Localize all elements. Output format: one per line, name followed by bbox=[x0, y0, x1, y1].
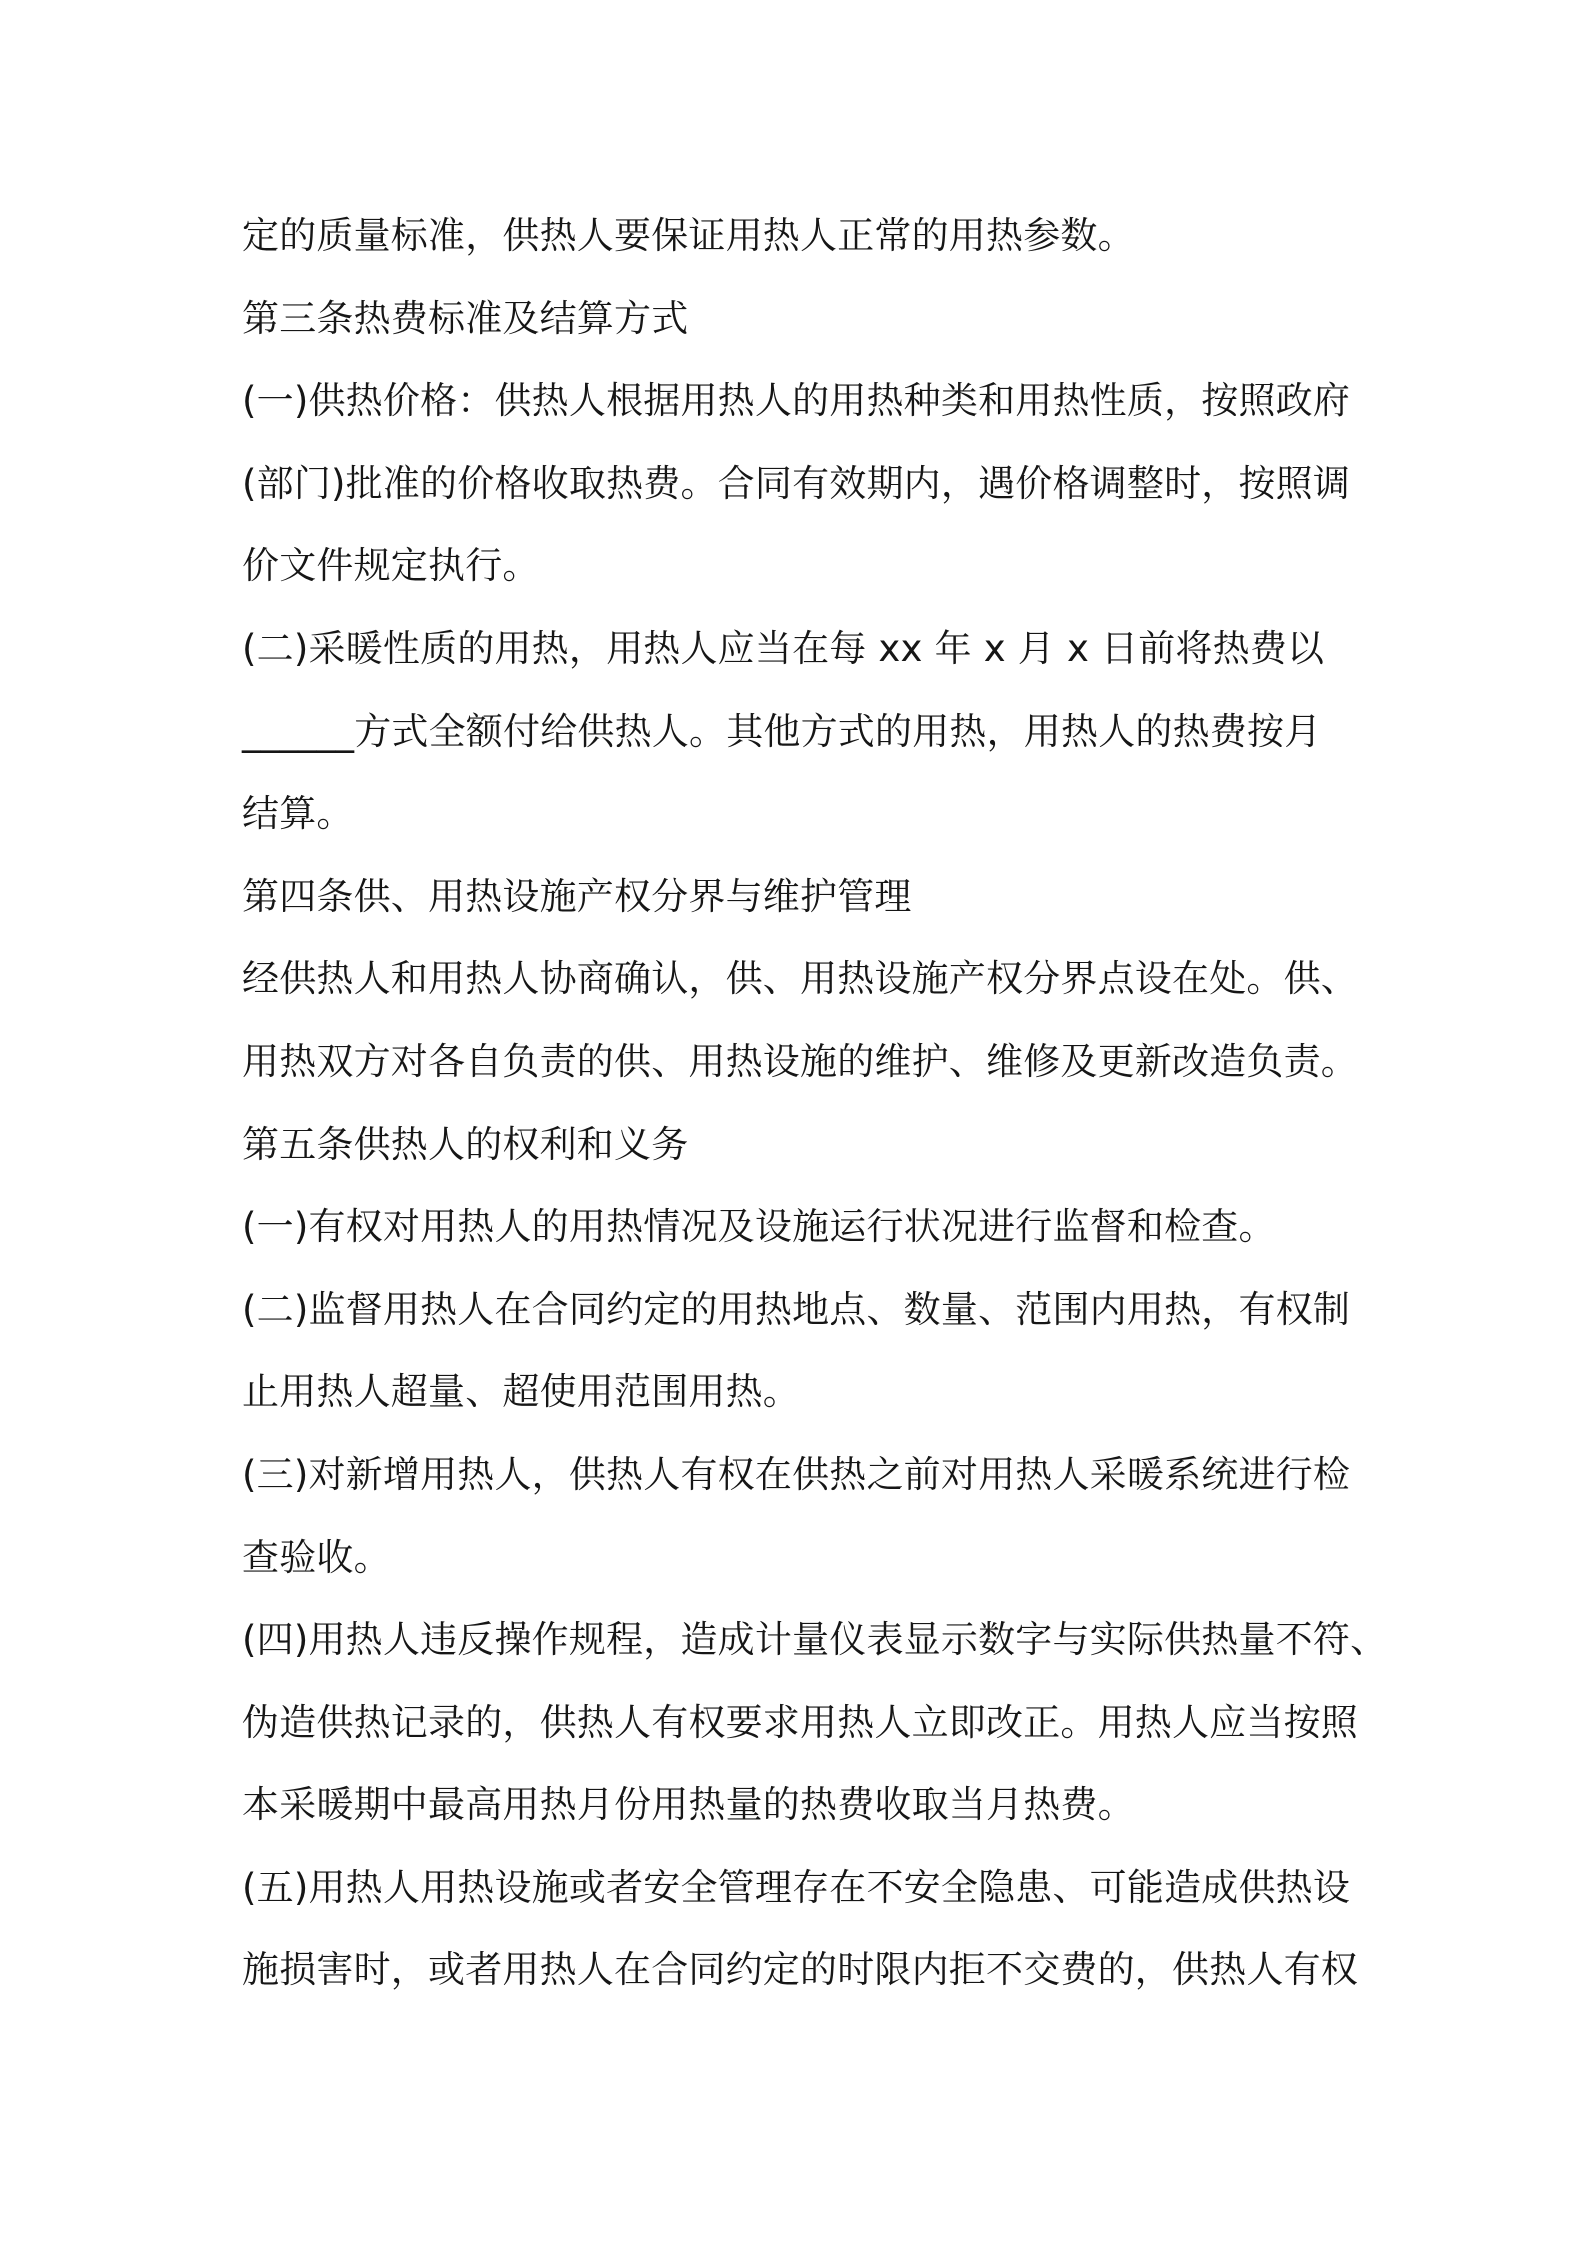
text-line: (部门)批准的价格收取热费。合同有效期内，遇价格调整时，按照调 bbox=[242, 461, 1351, 505]
text-line: (一)供热价格：供热人根据用热人的用热种类和用热性质，按照政府 bbox=[242, 379, 1351, 423]
section-heading-article-5: 第五条供热人的权利和义务 bbox=[242, 1122, 689, 1166]
text-line: 施损害时，或者用热人在合同约定的时限内拒不交费的，供热人有权 bbox=[242, 1948, 1358, 1992]
text-line: 本采暖期中最高用热月份用热量的热费收取当月热费。 bbox=[242, 1783, 1135, 1827]
text-line: 结算。 bbox=[242, 792, 354, 836]
text-line: 经供热人和用热人协商确认，供、用热设施产权分界点设在处。供、 bbox=[242, 957, 1358, 1001]
text-line: (三)对新增用热人，供热人有权在供热之前对用热人采暖系统进行检 bbox=[242, 1452, 1351, 1496]
text-line: (四)用热人违反操作规程，造成计量仪表显示数字与实际供热量不符、 bbox=[242, 1618, 1388, 1662]
text-line: (一)有权对用热人的用热情况及设施运行状况进行监督和检查。 bbox=[242, 1205, 1276, 1249]
text-line: 定的质量标准，供热人要保证用热人正常的用热参数。 bbox=[242, 214, 1135, 257]
text-line: 查验收。 bbox=[242, 1535, 391, 1579]
text-line: (二)采暖性质的用热，用热人应当在每 xx 年 x 月 x 日前将热费以 bbox=[242, 626, 1325, 670]
contract-text bbox=[242, 195, 1388, 2012]
section-heading-article-4: 第四条供、用热设施产权分界与维护管理 bbox=[242, 874, 912, 918]
text-line: 用热双方对各自负责的供、用热设施的维护、维修及更新改造负责。 bbox=[242, 1039, 1358, 1083]
text-line: (二)监督用热人在合同约定的用热地点、数量、范围内用热，有权制 bbox=[242, 1287, 1351, 1331]
text-line: 伪造供热记录的，供热人有权要求用热人立即改正。用热人应当按照 bbox=[242, 1700, 1358, 1744]
text-line: 价文件规定执行。 bbox=[242, 544, 540, 588]
section-heading-article-3: 第三条热费标准及结算方式 bbox=[242, 296, 689, 340]
text-line: ______方式全额付给供热人。其他方式的用热，用热人的热费按月 bbox=[242, 709, 1322, 753]
text-line: (五)用热人用热设施或者安全管理存在不安全隐患、可能造成供热设 bbox=[242, 1865, 1351, 1909]
text-line: 止用热人超量、超使用范围用热。 bbox=[242, 1370, 800, 1414]
